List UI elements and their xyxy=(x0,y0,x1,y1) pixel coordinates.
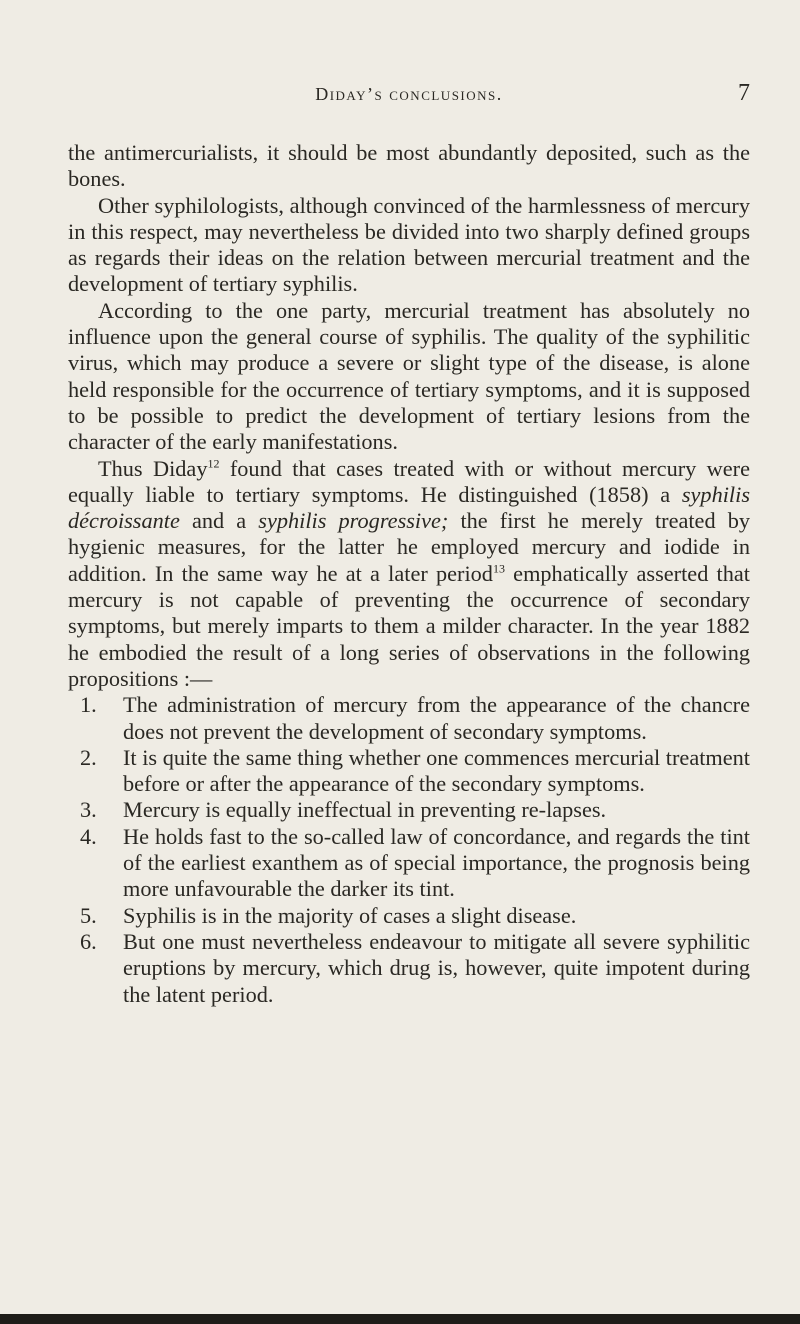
paragraph-one-party: According to the one party, mercurial treatment has absolutely no influence upon the general course of syphilis. The quality of the syphilitic virus, which may produce a severe or slight type of the disease, is alone held responsible for the occurrence of tertiary symptoms, and it is supposed to be possible to predict the development of tertiary lesions from the character of the early manifestations. xyxy=(68,297,750,455)
proposition-item xyxy=(68,903,750,929)
proposition-number: 3. xyxy=(80,797,97,823)
proposition-item xyxy=(68,797,750,823)
proposition-number: 1. xyxy=(80,692,97,718)
term-syphilis-decroissante: syphilis décroissante xyxy=(68,481,750,534)
diday-text-d: the first he merely treated by hygienic measures, for the latter he employed mercury and iodide in addition. In the same way he at a later period xyxy=(68,508,751,586)
footnote-ref-13: 13 xyxy=(492,561,505,576)
running-head xyxy=(68,80,750,114)
proposition-text: The administration of mercury from the appearance of the chancre does not prevent the development of secondary symptoms. xyxy=(123,692,750,744)
proposition-text: He holds fast to the so-called law of concordance, and regards the tint of the earliest exanthem as of special importance, the prognosis being more unfavourable the darker its tint. xyxy=(123,823,750,902)
paragraph-diday xyxy=(68,456,750,693)
diday-text-a: Thus Diday xyxy=(98,455,208,481)
proposition-text: It is quite the same thing whether one commences mercurial treatment before or after the appearance of the secondary symptoms. xyxy=(123,744,750,797)
proposition-item xyxy=(68,824,750,903)
footnote-ref-12: 12 xyxy=(207,456,220,471)
body-text xyxy=(68,140,750,1008)
diday-text-b: found that cases treated with or without mercury were equally liable to tertiary symptoms. He distinguished (1858) a xyxy=(68,455,750,507)
diday-text-e: emphatically asserted that mercury is not capable of preventing the occurrence of secondary symptoms, but merely imparts to them a milder character. In the year 1882 he embodied the result of a long series of observations in the following propositions :— xyxy=(68,560,750,691)
page-bottom-edge xyxy=(0,1314,800,1324)
proposition-item xyxy=(68,692,750,745)
proposition-number: 6. xyxy=(80,928,97,954)
proposition-item xyxy=(68,745,750,798)
proposition-text: But one must nevertheless endeavour to mitigate all severe syphilitic eruptions by mercury, which drug is, however, quite impotent during the latent period. xyxy=(123,928,750,1007)
paragraph-syphilologists: Other syphilologists, although convinced of the harmlessness of mercury in this respect, may nevertheless be divided into two sharply defined groups as regards their ideas on the relation between mercurial treatment and the development of tertiary syphilis. xyxy=(68,192,750,297)
proposition-text: Mercury is equally ineffectual in preventing re-lapses. xyxy=(123,797,607,823)
term-syphilis-progressive: syphilis progressive; xyxy=(258,508,449,534)
proposition-number: 4. xyxy=(80,823,97,849)
propositions-list xyxy=(68,692,750,1008)
running-title: Diday’s conclusions. xyxy=(315,84,503,104)
paragraph-continuation: the antimercurialists, it should be most abundantly deposited, such as the bones. xyxy=(68,140,750,192)
page-number: 7 xyxy=(738,80,750,106)
diday-text-c: and a xyxy=(179,508,259,534)
proposition-text: Syphilis is in the majority of cases a slight disease. xyxy=(123,902,577,928)
proposition-item xyxy=(68,929,750,1008)
proposition-number: 5. xyxy=(80,902,97,928)
proposition-number: 2. xyxy=(80,744,97,770)
